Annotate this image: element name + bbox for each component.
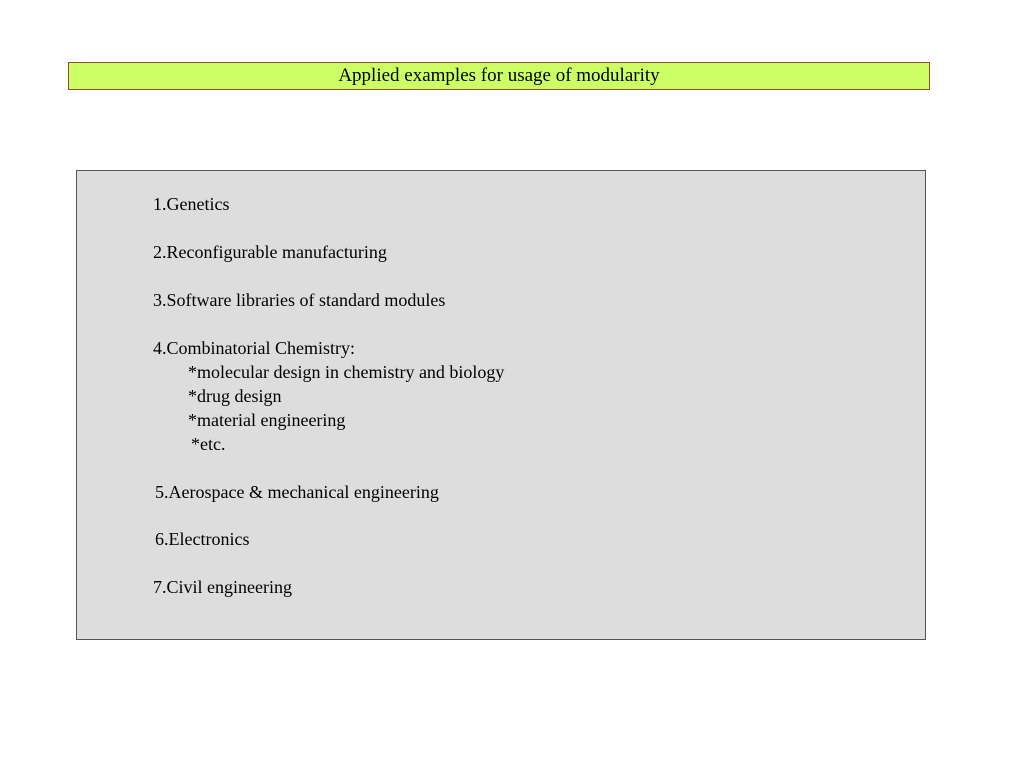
list-item-electronics: 6.Electronics: [155, 529, 250, 549]
sub-item-drug-design: *drug design: [188, 386, 282, 406]
list-item-software-libraries: 3.Software libraries of standard modules: [153, 290, 446, 310]
sub-item-material-engineering: *material engineering: [188, 410, 346, 430]
list-item-combinatorial-chemistry: 4.Combinatorial Chemistry:: [153, 338, 355, 358]
list-item-aerospace-mechanical: 5.Aerospace & mechanical engineering: [155, 482, 439, 502]
sub-item-molecular-design: *molecular design in chemistry and biology: [188, 362, 505, 382]
sub-item-etc: *etc.: [191, 434, 226, 454]
examples-list-box: [76, 170, 926, 640]
slide-title-bar: [68, 62, 930, 90]
list-item-genetics: 1.Genetics: [153, 194, 230, 214]
list-item-reconfigurable-manufacturing: 2.Reconfigurable manufacturing: [153, 242, 387, 262]
list-item-civil-engineering: 7.Civil engineering: [153, 577, 292, 597]
slide-title: Applied examples for usage of modularity: [338, 65, 660, 86]
